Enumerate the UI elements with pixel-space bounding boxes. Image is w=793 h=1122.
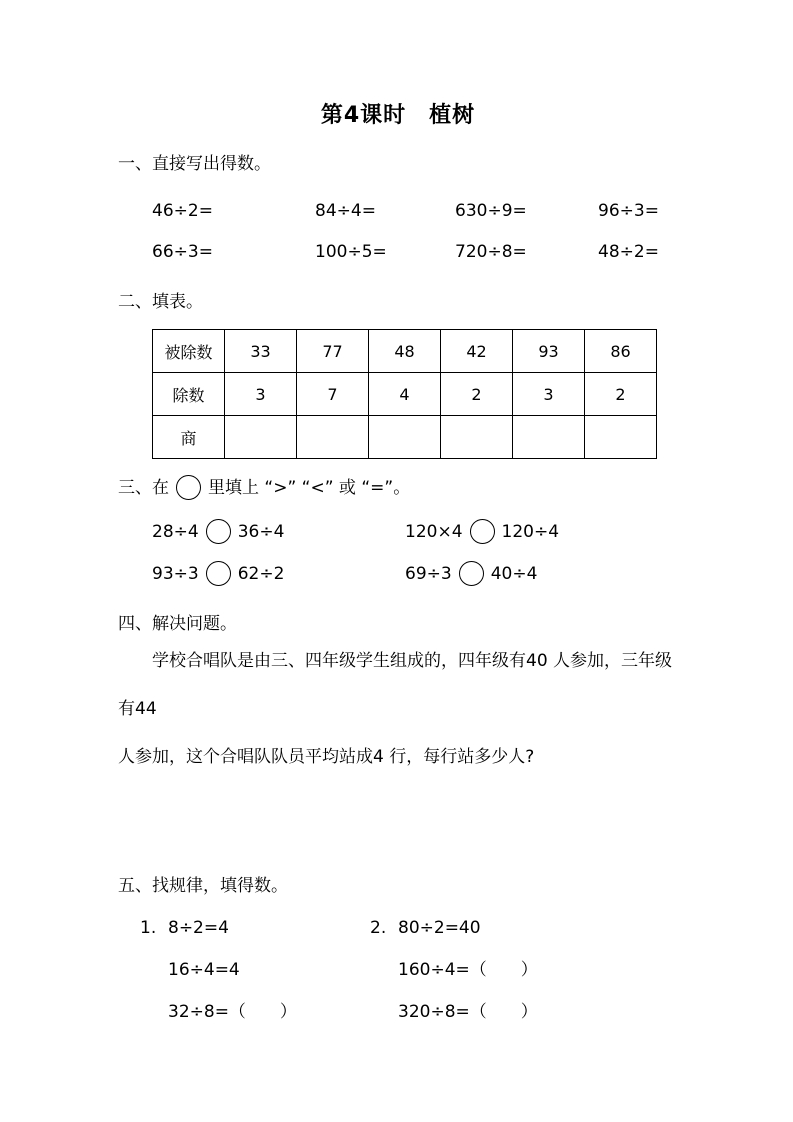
pattern-line xyxy=(370,991,538,1033)
comparison-left: 69÷3 xyxy=(405,564,452,584)
section-4 xyxy=(118,611,678,781)
comparison-left: 93÷3 xyxy=(152,564,199,584)
row-label-quotient: 商 xyxy=(153,416,225,459)
answer-cell-empty xyxy=(297,416,369,459)
comparison-item xyxy=(152,511,405,553)
section-4-heading: 四、解决问题。 xyxy=(118,614,237,634)
division-problem: 66÷3= xyxy=(152,242,213,262)
table-cell: 3 xyxy=(225,373,297,416)
pattern-expression: 8÷2=4 xyxy=(168,918,229,938)
pattern-expression: 32÷8=（ ） xyxy=(168,1002,297,1022)
pattern-line xyxy=(140,949,370,991)
circle-blank-icon xyxy=(206,519,231,544)
number-spacer xyxy=(370,991,398,1033)
division-problem: 96÷3= xyxy=(598,201,659,221)
comparison-item xyxy=(405,553,678,595)
section-2-heading: 二、填表。 xyxy=(118,292,203,312)
pattern-line xyxy=(140,907,370,949)
section-2 xyxy=(118,289,678,459)
division-problem: 84÷4= xyxy=(315,201,376,221)
circle-blank-icon xyxy=(459,561,484,586)
table-cell: 2 xyxy=(441,373,513,416)
table-row-quotient xyxy=(153,416,657,459)
section-1-heading: 一、直接写出得数。 xyxy=(118,154,271,174)
comparison-grid xyxy=(152,511,678,595)
table-cell: 3 xyxy=(513,373,585,416)
number-spacer xyxy=(140,949,168,991)
number-spacer xyxy=(140,991,168,1033)
pattern-line xyxy=(370,907,538,949)
section-3-heading-suffix: 里填上 “>” “<” 或 “=”。 xyxy=(208,478,411,498)
pattern-line xyxy=(370,949,538,991)
comparison-left: 28÷4 xyxy=(152,522,199,542)
section-3 xyxy=(118,475,678,595)
fill-table xyxy=(152,329,657,459)
section-3-heading xyxy=(118,475,678,501)
row-label-divisor: 除数 xyxy=(153,373,225,416)
answer-cell-empty xyxy=(441,416,513,459)
answer-cell-empty xyxy=(513,416,585,459)
comparison-right: 36÷4 xyxy=(237,522,285,542)
section-5-heading: 五、找规律，填得数。 xyxy=(118,876,288,896)
section-1-problems xyxy=(152,191,678,273)
table-cell: 77 xyxy=(297,330,369,373)
table-cell: 33 xyxy=(225,330,297,373)
circle-blank-icon xyxy=(176,475,201,500)
table-cell: 7 xyxy=(297,373,369,416)
comparison-right: 120÷4 xyxy=(501,522,560,542)
pattern-expression: 160÷4=（ ） xyxy=(398,960,538,980)
table-cell: 86 xyxy=(585,330,657,373)
pattern-columns xyxy=(140,907,678,1033)
pattern-column-2 xyxy=(370,907,538,1033)
table-cell: 93 xyxy=(513,330,585,373)
answer-cell-empty xyxy=(225,416,297,459)
pattern-column-1 xyxy=(140,907,370,1033)
comparison-right: 62÷2 xyxy=(237,564,285,584)
division-problem: 48÷2= xyxy=(598,242,659,262)
word-problem-line: 人参加，这个合唱队队员平均站成4 行，每行站多少人? xyxy=(118,747,535,767)
table-cell: 48 xyxy=(369,330,441,373)
item-number: 1. xyxy=(140,918,157,938)
row-label-dividend: 被除数 xyxy=(153,330,225,373)
division-problem: 100÷5= xyxy=(315,242,387,262)
comparison-item xyxy=(405,511,678,553)
division-problem: 720÷8= xyxy=(455,242,527,262)
table-row-divisor xyxy=(153,373,657,416)
circle-blank-icon xyxy=(470,519,495,544)
table-cell: 2 xyxy=(585,373,657,416)
comparison-item xyxy=(152,553,405,595)
table-row-dividend xyxy=(153,330,657,373)
section-5 xyxy=(118,873,678,1033)
item-number: 2. xyxy=(370,918,387,938)
pattern-expression: 16÷4=4 xyxy=(168,960,240,980)
word-problem-line: 学校合唱队是由三、四年级学生组成的，四年级有40 人参加，三年级有44 xyxy=(118,651,673,719)
answer-cell-empty xyxy=(585,416,657,459)
number-spacer xyxy=(370,949,398,991)
comparison-right: 40÷4 xyxy=(490,564,538,584)
page-title: 第4课时 植树 xyxy=(320,103,476,128)
section-3-heading-prefix: 三、在 xyxy=(118,478,169,498)
division-problem: 46÷2= xyxy=(152,201,213,221)
pattern-expression: 80÷2=40 xyxy=(398,918,481,938)
comparison-left: 120×4 xyxy=(405,522,463,542)
circle-blank-icon xyxy=(206,561,231,586)
pattern-expression: 320÷8=（ ） xyxy=(398,1002,538,1022)
table-cell: 4 xyxy=(369,373,441,416)
division-problem: 630÷9= xyxy=(455,201,527,221)
section-1 xyxy=(118,151,678,273)
pattern-line xyxy=(140,991,370,1033)
answer-cell-empty xyxy=(369,416,441,459)
table-cell: 42 xyxy=(441,330,513,373)
